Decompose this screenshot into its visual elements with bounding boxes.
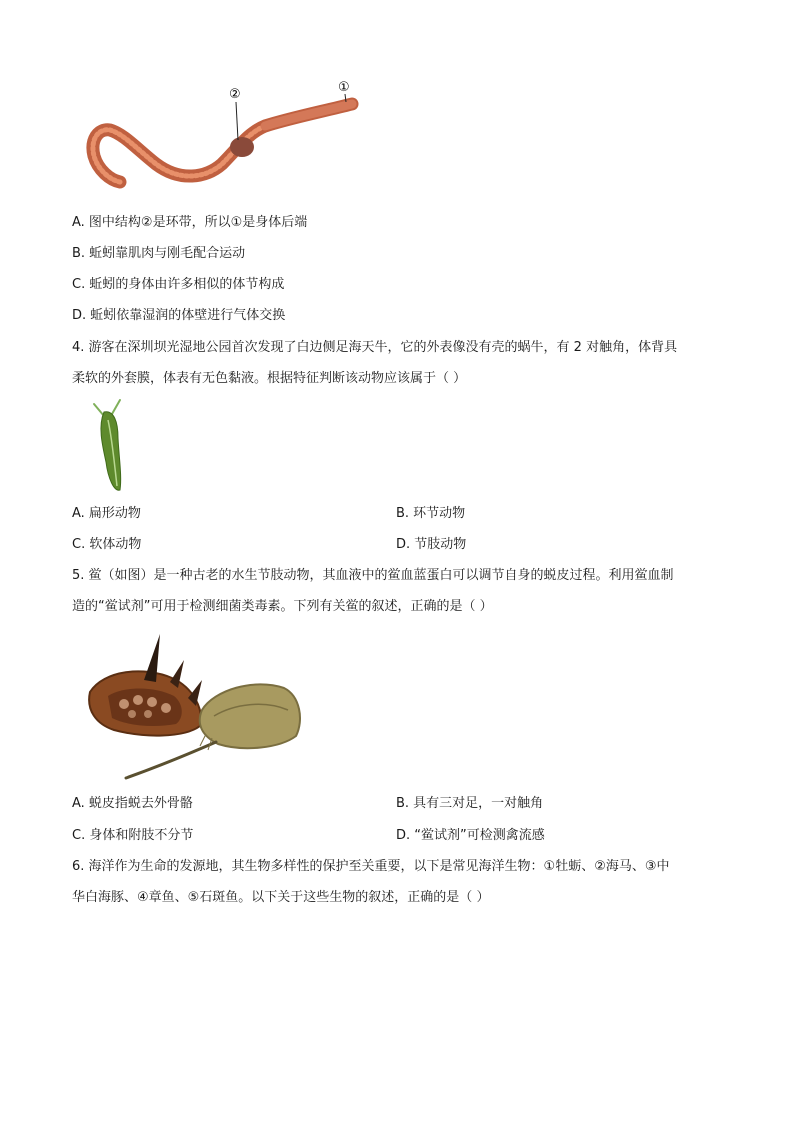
clitellum xyxy=(230,137,254,157)
q5-option-c: C. 身体和附肢不分节 xyxy=(72,828,194,843)
q5-option-a: A. 蜕皮指蜕去外骨骼 xyxy=(72,796,193,811)
label-2: ② xyxy=(229,87,241,102)
q6-stem-line2: 华白海豚、④章鱼、⑤石斑鱼。以下关于这些生物的叙述，正确的是（ ） xyxy=(72,890,490,905)
q4-option-d: D. 节肢动物 xyxy=(396,537,467,552)
q3-option-a: A. 图中结构②是环带，所以①是身体后端 xyxy=(72,215,308,230)
q4-option-c: C. 软体动物 xyxy=(72,537,142,552)
q6-stem-line1: 6. 海洋作为生命的发源地，其生物多样性的保护至关重要，以下是常见海洋生物：①牡蛎、②海马、③中 xyxy=(72,859,670,874)
label-1: ① xyxy=(338,80,350,95)
q4-stem-line2: 柔软的外套膜，体表有无色黏液。根据特征判断该动物应该属于（ ） xyxy=(72,371,467,386)
q3-option-c: C. 蚯蚓的身体由许多相似的体节构成 xyxy=(72,277,285,292)
q4-option-b: B. 环节动物 xyxy=(396,506,466,521)
earthworm-figure xyxy=(80,78,360,190)
q5-stem-line2: 造的“鲎试剂”可用于检测细菌类毒素。下列有关鲎的叙述，正确的是（ ） xyxy=(72,599,493,614)
sea-slug-figure xyxy=(86,398,136,494)
q3-option-b: B. 蚯蚓靠肌肉与刚毛配合运动 xyxy=(72,246,246,261)
q5-option-b: B. 具有三对足，一对触角 xyxy=(396,796,544,811)
q4-option-a: A. 扁形动物 xyxy=(72,506,141,521)
q5-stem-line1: 5. 鲎（如图）是一种古老的水生节肢动物，其血液中的鲎血蓝蛋白可以调节自身的蜕皮过程。利用鲎血制 xyxy=(72,568,674,583)
q5-option-d: D. “鲎试剂”可检测禽流感 xyxy=(396,828,545,843)
q4-stem-line1: 4. 游客在深圳坝光湿地公园首次发现了白边侧足海天牛，它的外表像没有壳的蜗牛，有 2 对触角，体背具 xyxy=(72,340,678,355)
q3-option-d: D. 蚯蚓依靠湿润的体壁进行气体交换 xyxy=(72,308,286,323)
horseshoe-crab-figure xyxy=(84,630,306,782)
